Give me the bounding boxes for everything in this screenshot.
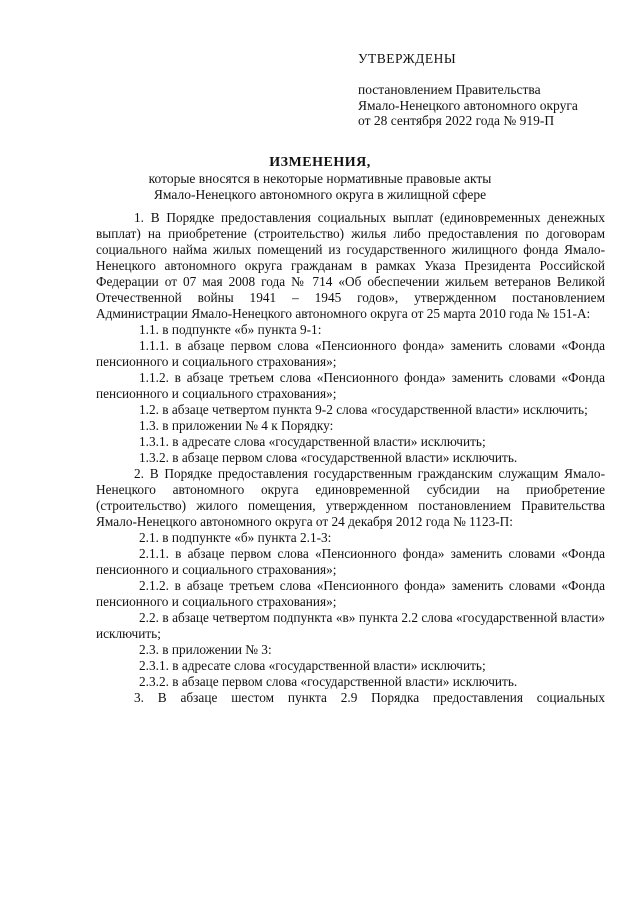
paragraph: 2.3. в приложении № 3: <box>139 642 272 657</box>
paragraph: 1.1. в подпункте «б» пункта 9-1: <box>139 322 322 337</box>
paragraph: 3. В абзаце шестом пункта 2.9 Порядка предоставления социальных <box>134 690 605 705</box>
document-heading <box>90 154 550 202</box>
paragraph: 2.3.1. в адресате слова «государственной власти» исключить; <box>139 658 486 673</box>
heading-subtitle: которые вносятся в некоторые нормативные правовые акты <box>148 171 492 186</box>
approval-title: УТВЕРЖДЕНЫ <box>358 51 457 66</box>
paragraph: 1.1.1. в абзаце первом слова «Пенсионного фонда» заменить словами «Фонда пенсионного и социального страхования»; <box>96 338 605 369</box>
paragraph: 1.3. в приложении № 4 к Порядку: <box>139 418 334 433</box>
approval-line: Ямало-Ненецкого автономного округа <box>358 97 578 113</box>
paragraph: 1. В Порядке предоставления социальных выплат (единовременных денежных выплат) на приобретение (строительство) жилья либо предоставления по договорам социального найма жилых помещений из государственного жилищного фонда Ямало-Ненецкого автономного округа гражданам в рамках Указа Президента Российской Федерации от 07 мая 2008 года № 714 «Об обеспечении жильем ветеранов Великой Отечественной войны 1941 – 1945 годов», утвержденном постановлением Администрации Ямало-Ненецкого автономного округа от 25 марта 2010 года № 151-А: <box>96 210 605 321</box>
approval-line: постановлением Правительства <box>358 82 541 97</box>
paragraph: 2.1.2. в абзаце третьем слова «Пенсионного фонда» заменить словами «Фонда пенсионного и социального страхования»; <box>96 578 605 609</box>
paragraph: 1.2. в абзаце четвертом пункта 9-2 слова «государственной власти» исключить; <box>139 402 588 417</box>
heading-title: ИЗМЕНЕНИЯ, <box>269 155 371 170</box>
approval-block <box>358 50 628 129</box>
paragraph: 2.1. в подпункте «б» пункта 2.1-3: <box>139 530 332 545</box>
paragraph: 2.3.2. в абзаце первом слова «государственной власти» исключить. <box>139 674 518 689</box>
paragraph: 2. В Порядке предоставления государственным гражданским служащим Ямало-Ненецкого автономного округа единовременной субсидии на приобретение (строительство) жилого помещения, утвержденном постановлением Правительства Ямало-Ненецкого автономного округа от 24 декабря 2012 года № 1123-П: <box>96 466 605 529</box>
paragraph: 1.1.2. в абзаце третьем слова «Пенсионного фонда» заменить словами «Фонда пенсионного и социального страхования»; <box>96 370 605 401</box>
paragraph: 1.3.1. в адресате слова «государственной власти» исключить; <box>139 434 486 449</box>
heading-subtitle: Ямало-Ненецкого автономного округа в жилищной сфере <box>153 186 487 202</box>
paragraph: 2.2. в абзаце четвертом подпункта «в» пункта 2.2 слова «государственной власти» исключить; <box>96 610 605 641</box>
approval-line: от 28 сентября 2022 года № 919-П <box>358 113 555 129</box>
paragraph: 2.1.1. в абзаце первом слова «Пенсионного фонда» заменить словами «Фонда пенсионного и социального страхования»; <box>96 546 605 577</box>
paragraph: 1.3.2. в абзаце первом слова «государственной власти» исключить. <box>139 450 518 465</box>
document-body <box>96 210 605 706</box>
